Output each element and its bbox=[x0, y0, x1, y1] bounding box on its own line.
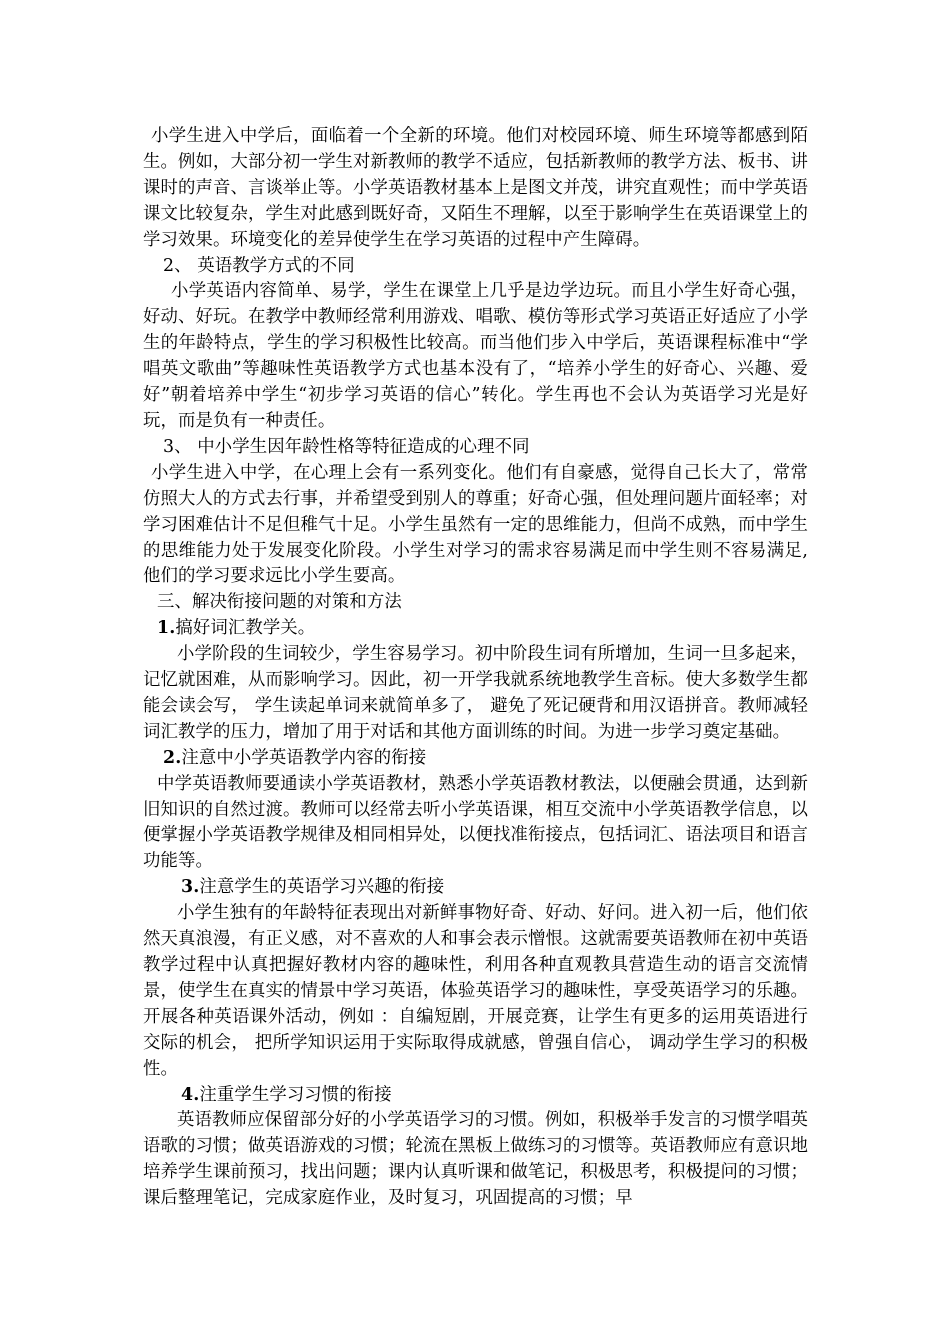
subheading-content bbox=[143, 746, 808, 772]
paragraph-vocabulary: 小学阶段的生词较少，学生容易学习。初中阶段生词有所增加，生词一旦多起来，记忆就困难，从而影响学习。因此，初一开学我就系统地教学生音标。使大多数学生都能会读会写， 学生读起单词来就简单多了， 避免了死记硬背和用汉语拼音。教师减轻词汇教学的压力，增加了用于对话和其他方面训练的时间。为进一步学习奠定基础。 bbox=[143, 644, 808, 742]
document-page bbox=[143, 124, 808, 1212]
subheading-interest bbox=[143, 875, 808, 901]
subheading-number: 4. bbox=[181, 1084, 200, 1105]
subheading-title: 注重学生学习习惯的衔接 bbox=[199, 1084, 392, 1105]
heading-psychology: 3、 中小学生因年龄性格等特征造成的心理不同 bbox=[163, 436, 530, 457]
paragraph-teaching-method: 小学英语内容简单、易学，学生在课堂上几乎是边学边玩。而且小学生好奇心强，好动、好玩。在教学中教师经常利用游戏、唱歌、模仿等形式学习英语正好适应了小学生的年龄特点，学生的学习积极性比较高。而当他们步入中学后，英语课程标准中“学唱英文歌曲”等趣味性英语教学方式也基本没有了，“培养小学生的好奇心、兴趣、爱好”朝着培养中学生“初步学习英语的信心”转化。学生再也不会认为英语学习光是好玩，而是负有一种责任。 bbox=[143, 281, 808, 431]
subheading-number: 3. bbox=[181, 877, 200, 898]
subheading-title: 搞好词汇教学关。 bbox=[175, 618, 316, 639]
section-heading-solutions: 三、解决衔接问题的对策和方法 bbox=[157, 592, 402, 613]
subheading-title: 注意中小学英语教学内容的衔接 bbox=[181, 747, 427, 768]
paragraph-psychology: 小学生进入中学，在心理上会有一系列变化。他们有自豪感，觉得自己长大了，常常仿照大人的方式去行事，并希望受到别人的尊重；好奇心强，但处理问题片面轻率；对学习困难估计不足但稚气十足。小学生虽然有一定的思维能力，但尚不成熟，而中学生的思维能力处于发展变化阶段。小学生对学习的需求容易满足而中学生则不容易满足,他们的学习要求远比小学生要高。 bbox=[143, 462, 808, 587]
paragraph-habits: 英语教师应保留部分好的小学英语学习的习惯。例如，积极举手发言的习惯学唱英语歌的习惯；做英语游戏的习惯；轮流在黑板上做练习的习惯等。英语教师应有意识地培养学生课前预习，找出问题；课内认真听课和做笔记，积极思考，积极提问的习惯；课后整理笔记，完成家庭作业，及时复习，巩固提高的习惯；早 bbox=[143, 1110, 808, 1209]
subheading-number: 2. bbox=[163, 747, 182, 768]
paragraph-environment: 小学生进入中学后，面临着一个全新的环境。他们对校园环境、师生环境等都感到陌生。例如，大部分初一学生对新教师的教学不适应，包括新教师的教学方法、板书、讲课时的声音、言谈举止等。小学英语教材基本上是图文并茂，讲究直观性；而中学英语课文比较复杂，学生对此感到既好奇，又陌生不理解，以至于影响学生在英语课堂上的学习效果。环境变化的差异使学生在学习英语的过程中产生障碍。 bbox=[143, 126, 808, 250]
subheading-habits bbox=[143, 1083, 808, 1109]
subheading-title: 注意学生的英语学习兴趣的衔接 bbox=[199, 877, 445, 898]
subheading-vocabulary bbox=[143, 616, 808, 642]
subheading-number: 1. bbox=[157, 618, 176, 639]
heading-teaching-method: 2、 英语教学方式的不同 bbox=[163, 255, 355, 276]
paragraph-interest: 小学生独有的年龄特征表现出对新鲜事物好奇、好动、好问。进入初一后，他们依然天真浪漫，有正义感，对不喜欢的人和事会表示憎恨。这就需要英语教师在初中英语教学过程中认真把握好教材内容的趣味性，利用各种直观教具营造生动的语言交流情景，使学生在真实的情景中学习英语，体验英语学习的趣味性，享受英语学习的乐趣。开展各种英语课外活动，例如 ：自编短剧，开展竞赛，让学生有更多的运用英语进行交际的机会， 把所学知识运用于实际取得成就感，曾强自信心， 调动学生学习的积极性。 bbox=[143, 903, 808, 1079]
paragraph-content: 中学英语教师要通读小学英语教材，熟悉小学英语教材教法，以便融会贯通，达到新旧知识的自然过渡。教师可以经常去听小学英语课，相互交流中小学英语教学信息，以便掌握小学英语教学规律及相同相异处，以便找准衔接点，包括词汇、语法项目和语言功能等。 bbox=[143, 773, 808, 872]
